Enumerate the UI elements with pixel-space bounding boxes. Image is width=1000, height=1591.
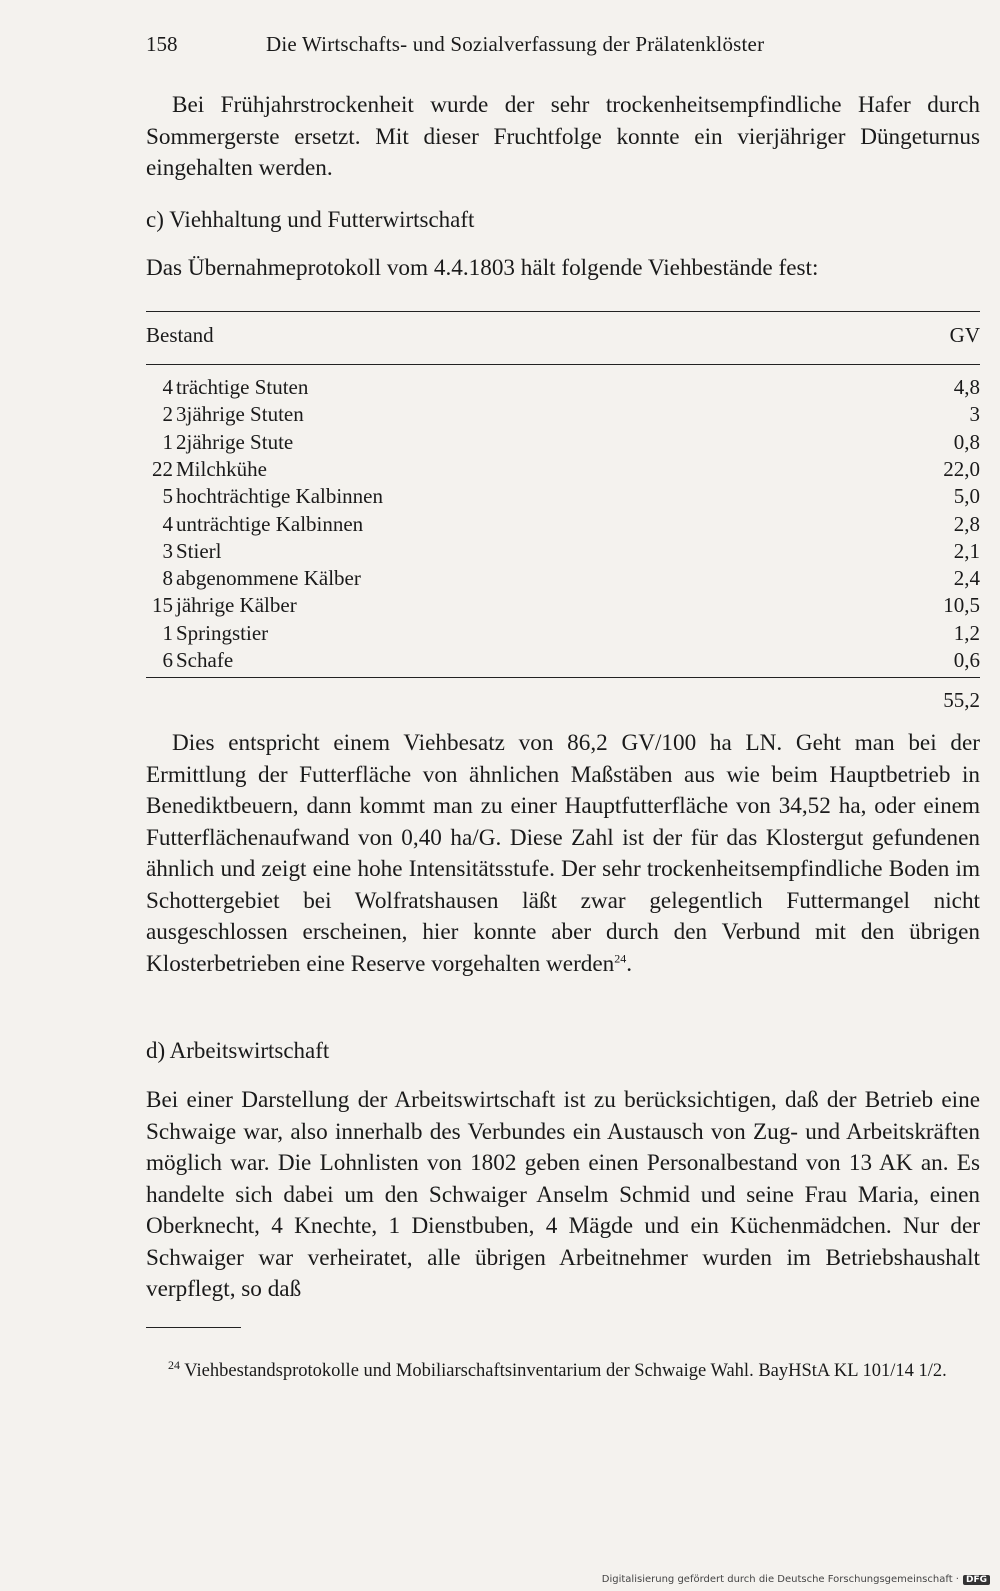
- row-count: 3: [162, 538, 173, 563]
- footnote: [146, 1358, 980, 1384]
- row-label: abgenommene Kälber: [176, 566, 361, 591]
- footnote-marker: 24: [168, 1357, 180, 1372]
- table-row: [146, 375, 980, 402]
- paragraph-labor: Bei einer Darstellung der Arbeitswirtschaft ist zu berücksichtigen, daß der Betrieb eine Schwaige war, also innerhalb des Verbundes ein Austausch von Zug- und Arbeitskräften möglich war. Die Lohnlisten von 1802 geben einen Personalbestand von 13 AK an. Es handelte sich dabei um den Schwaiger Anselm Schmid und seine Frau Maria, einen Oberknecht, 4 Knechte, 1 Dienstbuben, 4 Mägde und ein Küchenmädchen. Nur der Schwaiger war verheiratet, alle übrigen Arbeitnehmer wurden im Betriebshaushalt verpflegt, so daß: [146, 1087, 980, 1302]
- row-count: 1: [162, 620, 173, 645]
- table-row: [146, 566, 980, 593]
- col-header-gv: GV: [949, 323, 980, 347]
- row-label: hochträchtige Kalbinnen: [176, 484, 384, 509]
- table-row: [146, 621, 980, 648]
- heading-d: d) Arbeitswirtschaft: [146, 1038, 330, 1063]
- footnote-rule: [146, 1327, 241, 1328]
- table-top-rule: [146, 311, 980, 312]
- row-count: 15: [152, 593, 173, 618]
- table-sum-rule: [146, 677, 980, 678]
- heading-c: c) Viehhaltung und Futterwirtschaft: [146, 207, 475, 232]
- table-row: [146, 593, 980, 620]
- row-gv: 0,8: [953, 429, 980, 454]
- digitization-note: [602, 1574, 990, 1585]
- table-row: [146, 512, 980, 539]
- paragraph-livestock: [146, 728, 980, 980]
- digitization-text: Digitalisierung gefördert durch die Deutsche Forschungsgemeinschaft ·: [601, 1574, 959, 1585]
- dfg-logo: DFG: [963, 1575, 990, 1585]
- row-label: 3jährige Stuten: [176, 402, 304, 427]
- table-row: [146, 402, 980, 429]
- row-label: jährige Kälber: [176, 593, 297, 618]
- row-gv: 2,1: [953, 538, 980, 563]
- row-count: 4: [162, 375, 173, 399]
- table-row: [146, 539, 980, 566]
- row-label: Stierl: [176, 538, 222, 563]
- table-row: [146, 648, 980, 675]
- row-label: Schafe: [176, 648, 234, 672]
- row-count: 2: [162, 402, 173, 427]
- table-row: [146, 430, 980, 457]
- row-count: 4: [162, 511, 173, 536]
- row-label: 2jährige Stute: [176, 429, 294, 454]
- row-gv: 1,2: [953, 620, 980, 645]
- row-gv: 0,6: [953, 648, 980, 672]
- row-gv: 4,8: [953, 375, 980, 399]
- col-header-bestand: Bestand: [146, 323, 214, 347]
- row-gv: 2,8: [953, 511, 980, 536]
- row-gv: 22,0: [943, 456, 980, 481]
- table-total: 55,2: [943, 688, 980, 712]
- row-count: 6: [162, 648, 173, 672]
- row-count: 5: [162, 484, 173, 509]
- running-title: Die Wirtschafts- und Sozialverfassung der Prälatenklöster: [266, 32, 765, 56]
- table-header-rule: [146, 364, 980, 365]
- row-label: Springstier: [176, 620, 269, 645]
- page-number: 158: [146, 32, 178, 56]
- table-row: [146, 484, 980, 511]
- paragraph-text: Bei Frühjahrstrockenheit wurde der sehr trockenheitsempfindliche Hafer durch Sommergerste ersetzt. Mit dieser Fruchtfolge konnte ein vierjähriger Düngeturnus eingehalten werden.: [146, 92, 980, 181]
- row-label: Milchkühe: [176, 456, 267, 481]
- row-gv: 5,0: [953, 484, 980, 509]
- row-label: trächtige Stuten: [176, 375, 309, 399]
- paragraph-text: Dies entspricht einem Viehbesatz von 86,2 GV/100 ha LN. Geht man bei der Ermittlung der Futterfläche von ähnlichen Maßstäben aus wie beim Hauptbetrieb in Benediktbeuern, dann kommt man zu einer Hauptfutterfläche von 34,52 ha, oder einem Futterflächenaufwand von 0,40 ha/G. Diese Zahl ist der für das Klostergut gefundenen ähnlich und zeigt eine hohe Intensitätsstufe. Der sehr trockenheitsempfindliche Boden im Schottergebiet bei Wolfratshausen läßt zwar gelegentlich Futtermangel nicht ausgeschlossen erscheinen, hier konnte aber durch den Verbund mit den übrigen Klosterbetrieben eine Reserve vorgehalten werden: [146, 730, 980, 977]
- row-count: 8: [162, 566, 173, 591]
- table-header: [146, 323, 980, 348]
- row-gv: 3: [969, 402, 980, 427]
- paragraph-end: .: [626, 950, 633, 977]
- footnote-ref: 24: [614, 950, 627, 965]
- row-count: 22: [152, 456, 173, 481]
- row-label: unträchtige Kalbinnen: [176, 511, 364, 536]
- paragraph-crop-rotation: [146, 90, 980, 185]
- row-gv: 2,4: [953, 566, 980, 591]
- row-gv: 10,5: [943, 593, 980, 618]
- footnote-text: Viehbestandsprotokolle und Mobiliarschaftsinventarium der Schwaige Wahl. BayHStA KL 101/14 1/2.: [184, 1361, 947, 1381]
- table-row: [146, 457, 980, 484]
- table-intro: Das Übernahmeprotokoll vom 4.4.1803 hält folgende Viehbestände fest:: [146, 255, 819, 281]
- row-count: 1: [162, 429, 173, 454]
